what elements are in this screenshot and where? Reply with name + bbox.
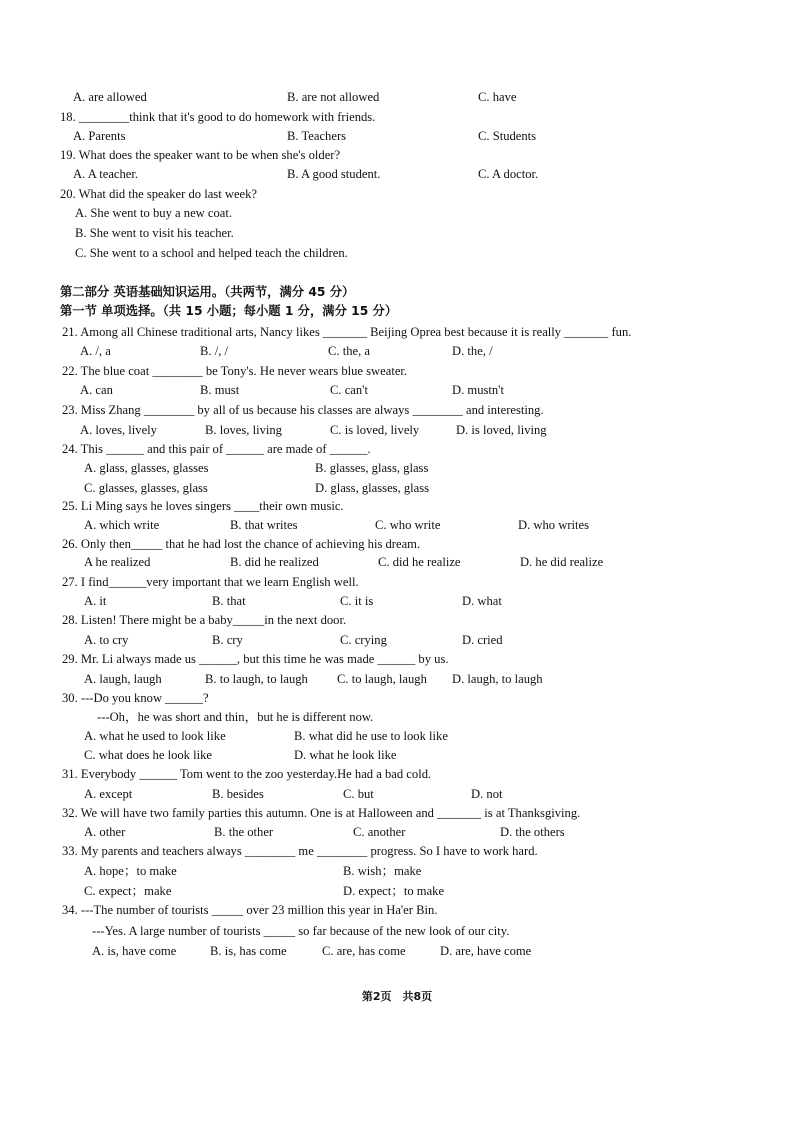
option-d: D. what he look like [294, 748, 397, 762]
option-a: A. it [84, 594, 107, 608]
option-c: C. the, a [328, 344, 370, 358]
option-b: B. that writes [230, 518, 298, 532]
question-text: 25. Li Ming says he loves singers ____their own music. [62, 499, 344, 513]
question-text: 28. Listen! There might be a baby_____in the next door. [62, 613, 347, 627]
option-a: A. Parents [73, 129, 126, 143]
option-a: A. /, a [80, 344, 111, 358]
question-text: 27. I find______very important that we learn English well. [62, 575, 359, 589]
option-d: D. laugh, to laugh [452, 672, 543, 686]
option-b: B. /, / [200, 344, 228, 358]
option-c: C. crying [340, 633, 387, 647]
option-d: D. cried [462, 633, 503, 647]
option-d: D. is loved, living [456, 423, 547, 437]
option-a: A. except [84, 787, 133, 801]
option-a: A. other [84, 825, 126, 839]
question-text: 18. ________think that it's good to do homework with friends. [60, 110, 376, 124]
option-a: A. loves, lively [80, 423, 157, 437]
option-d: D. not [471, 787, 503, 801]
question-text: 33. My parents and teachers always ________ me ________ progress. So I have to work hard. [62, 844, 538, 858]
option-d: D. what [462, 594, 502, 608]
option-b: B. besides [212, 787, 264, 801]
question-text: 34. ---The number of tourists _____ over 23 million this year in Ha'er Bin. [62, 903, 438, 917]
option-a: A. are allowed [73, 90, 147, 104]
option-b: B. A good student. [287, 167, 381, 181]
option-b: B. to laugh, to laugh [205, 672, 308, 686]
option-b: B. that [212, 594, 246, 608]
option-b: B. the other [214, 825, 274, 839]
option-c: C. Students [478, 129, 537, 143]
option-a: A. A teacher. [73, 167, 139, 181]
option-b: B. Teachers [287, 129, 347, 143]
option-d: D. are, have come [440, 944, 532, 958]
dialog-text: ---Yes. A large number of tourists _____ so far because of the new look of our city. [92, 924, 510, 938]
option-c: C. but [343, 787, 374, 801]
option-c: C. is loved, lively [330, 423, 420, 437]
question-text: 20. What did the speaker do last week? [60, 187, 258, 201]
question-text: 23. Miss Zhang ________ by all of us because his classes are always ________ and interesting. [62, 403, 544, 417]
option-d: D. mustn't [452, 383, 504, 397]
option-d: D. the, / [452, 344, 493, 358]
option-b: B. loves, living [205, 423, 282, 437]
question-text: 29. Mr. Li always made us ______, but this time he was made ______ by us. [62, 652, 449, 666]
option-b: B. are not allowed [287, 90, 380, 104]
option-c: C. expect；make [84, 884, 172, 898]
dialog-text: ---Oh，he was short and thin，but he is different now. [97, 710, 374, 724]
option-d: D. glass, glasses, glass [315, 481, 430, 495]
option-d: D. who writes [518, 518, 590, 532]
option-c: C. She went to a school and helped teach the children. [75, 246, 348, 260]
option-a: A. hope；to make [84, 864, 177, 878]
option-c: C. who write [375, 518, 441, 532]
question-text: 31. Everybody ______ Tom went to the zoo yesterday.He had a bad cold. [62, 767, 432, 781]
option-c: C. it is [340, 594, 374, 608]
option-d: D. he did realize [520, 555, 604, 569]
option-b: B. cry [212, 633, 243, 647]
option-b: B. wish；make [343, 864, 422, 878]
option-a: A. is, have come [92, 944, 177, 958]
option-a: A. to cry [84, 633, 129, 647]
option-a: A he realized [84, 555, 151, 569]
question-text: 26. Only then_____ that he had lost the chance of achieving his dream. [62, 537, 421, 551]
option-b: B. must [200, 383, 240, 397]
section-heading: 第一节 单项选择。（共 15 小题；每小题 1 分，满分 15 分） [60, 304, 398, 318]
option-c: C. what does he look like [84, 748, 213, 762]
option-d: D. the others [500, 825, 565, 839]
option-c: C. glasses, glasses, glass [84, 481, 208, 495]
question-text: 32. We will have two family parties this autumn. One is at Halloween and _______ is at Thanksgiving. [62, 806, 581, 820]
question-text: 21. Among all Chinese traditional arts, Nancy likes _______ Beijing Oprea best because it is really _______ fun. [62, 325, 632, 339]
option-c: C. did he realize [378, 555, 461, 569]
option-a: A. what he used to look like [84, 729, 226, 743]
option-d: D. expect；to make [343, 884, 445, 898]
option-b: B. is, has come [210, 944, 287, 958]
question-text: 30. ---Do you know ______? [62, 691, 209, 705]
option-b: B. She went to visit his teacher. [75, 226, 234, 240]
option-b: B. glasses, glass, glass [315, 461, 429, 475]
option-c: C. have [478, 90, 517, 104]
option-c: C. to laugh, laugh [337, 672, 427, 686]
option-c: C. another [353, 825, 406, 839]
question-text: 22. The blue coat ________ be Tony's. He never wears blue sweater. [62, 364, 408, 378]
question-text: 19. What does the speaker want to be when she's older? [60, 148, 341, 162]
option-a: A. which write [84, 518, 160, 532]
page-number: 第2页 共8页 [361, 990, 433, 1003]
option-b: B. what did he use to look like [294, 729, 448, 743]
option-a: A. glass, glasses, glasses [84, 461, 209, 475]
option-a: A. can [80, 383, 113, 397]
option-c: C. are, has come [322, 944, 406, 958]
option-c: C. can't [330, 383, 368, 397]
option-c: C. A doctor. [478, 167, 539, 181]
option-a: A. laugh, laugh [84, 672, 162, 686]
section-heading: 第二部分 英语基础知识运用。（共两节，满分 45 分） [60, 285, 355, 299]
option-a: A. She went to buy a new coat. [75, 206, 233, 220]
question-text: 24. This ______ and this pair of ______ are made of ______. [62, 442, 371, 456]
option-b: B. did he realized [230, 555, 319, 569]
